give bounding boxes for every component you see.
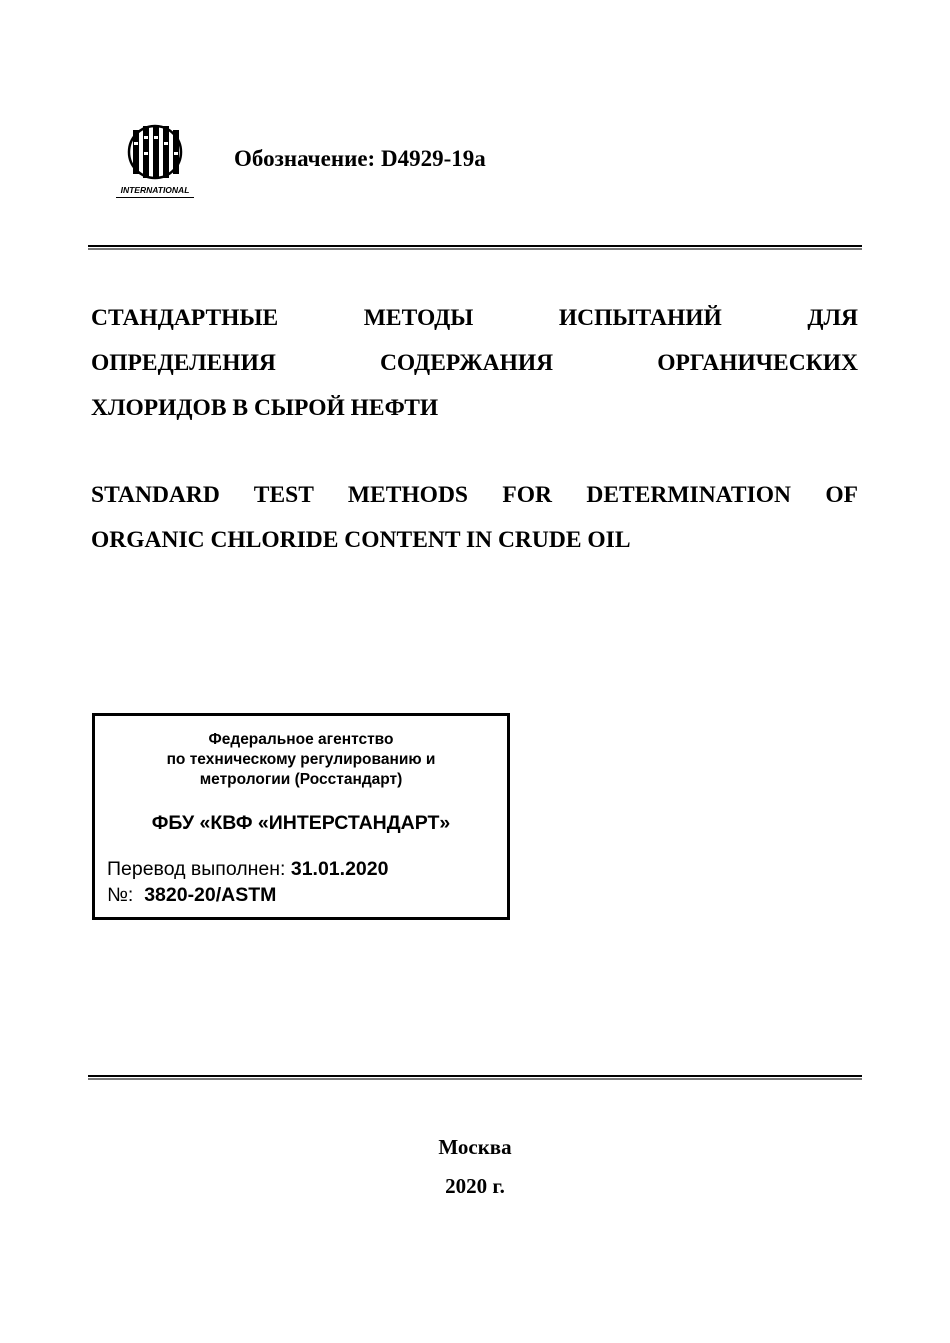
title-en-line: ORGANIC CHLORIDE CONTENT IN CRUDE OIL [91, 527, 631, 553]
title-ru-line: ОПРЕДЕЛЕНИЯ СОДЕРЖАНИЯ ОРГАНИЧЕСКИХ [91, 350, 858, 376]
bottom-divider [88, 1075, 862, 1080]
agency-line: Федеральное агентство [208, 731, 394, 748]
astm-international-logo [112, 122, 198, 202]
organization-name: ФБУ «КВФ «ИНТЕРСТАНДАРТ» [151, 812, 451, 834]
title-russian [91, 296, 858, 431]
translation-date: 31.01.2020 [290, 858, 389, 880]
agency-line: по техническому регулированию и [166, 751, 436, 768]
agency-name [95, 730, 507, 790]
number-label: №: [107, 884, 134, 906]
publication-year: 2020 г. [445, 1174, 505, 1198]
translation-label: Перевод выполнен: [107, 858, 286, 880]
title-english [91, 473, 858, 563]
title-en-line: STANDARD TEST METHODS FOR DETERMINATION OF [91, 482, 858, 508]
translation-number: 3820-20/ASTM [144, 884, 277, 906]
translation-date-row [107, 858, 388, 881]
agency-line: метрологии (Росстандарт) [199, 771, 403, 788]
title-ru-line: ХЛОРИДОВ В СЫРОЙ НЕФТИ [91, 395, 439, 421]
title-ru-line: СТАНДАРТНЫЕ МЕТОДЫ ИСПЫТАНИЙ ДЛЯ [91, 305, 858, 331]
publication-city: Москва [438, 1135, 512, 1159]
translation-stamp [92, 713, 510, 920]
translation-number-row [107, 884, 276, 907]
document-designation: Обозначение: D4929-19a [234, 146, 486, 171]
top-divider [88, 245, 862, 250]
logo-subtext: INTERNATIONAL [120, 185, 190, 195]
